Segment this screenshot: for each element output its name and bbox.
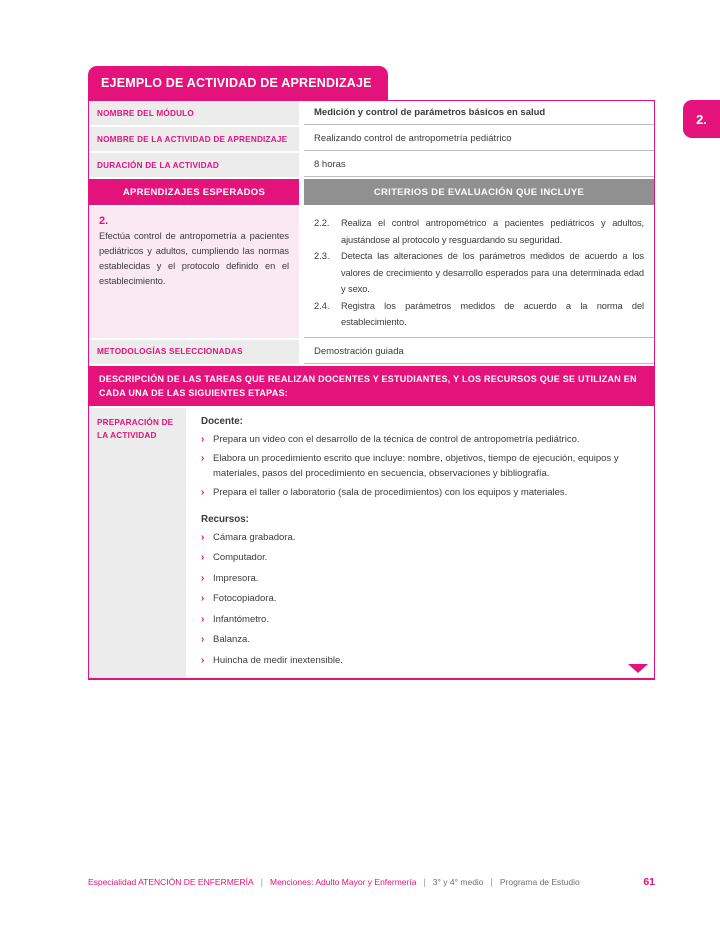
recurso-item <box>201 632 640 648</box>
footer-separator: | <box>490 877 493 887</box>
page-number: 61 <box>643 876 655 888</box>
table-row-methodology <box>89 340 654 364</box>
recurso-text: Balanza. <box>213 634 250 645</box>
footer-separator: | <box>423 877 426 887</box>
recurso-item <box>201 530 640 546</box>
bullet-arrow-icon: › <box>201 572 205 584</box>
criteria-text: Realiza el control antropométrico a pacientes pediátricos y adultos, ajustándose al protocolo y resguardando su seguridad. <box>341 218 644 245</box>
table-header-row <box>89 179 654 205</box>
docente-task-text: Prepara el taller o laboratorio (sala de procedimientos) con los equipos y materiales. <box>213 487 568 498</box>
continuation-arrow-icon <box>628 664 648 673</box>
bullet-arrow-icon: › <box>201 552 205 563</box>
recurso-text: Fotocopiadora. <box>213 593 277 604</box>
criteria-number: 2.3. <box>314 251 330 261</box>
learning-objective-cell <box>89 207 299 338</box>
table-row-learning <box>89 207 654 338</box>
recurso-item <box>201 550 640 566</box>
recurso-item <box>201 571 640 587</box>
section-number-tab <box>683 100 720 138</box>
recursos-heading: Recursos: <box>201 513 249 525</box>
activity-name-label: NOMBRE DE LA ACTIVIDAD DE APRENDIZAJE <box>89 127 299 151</box>
page-footer <box>88 876 655 888</box>
docente-heading: Docente: <box>201 415 243 427</box>
page-title: EJEMPLO DE ACTIVIDAD DE APRENDIZAJE <box>101 76 372 90</box>
duration-label: DURACIÓN DE LA ACTIVIDAD <box>89 153 299 177</box>
bullet-arrow-icon: › <box>201 487 205 498</box>
evaluation-criteria-header: CRITERIOS DE EVALUACIÓN QUE INCLUYE <box>304 179 654 205</box>
recursos-list <box>201 530 640 669</box>
activity-name-value: Realizando control de antropometría pediátrico <box>304 127 654 151</box>
recurso-text: Impresora. <box>213 572 259 584</box>
docente-task-item <box>201 451 640 482</box>
preparation-label: PREPARACIÓN DE LA ACTIVIDAD <box>89 408 186 679</box>
criteria-item <box>314 215 644 248</box>
methodology-value: Demostración guiada <box>304 340 654 364</box>
docente-task-text: Elabora un procedimiento escrito que incluye: nombre, objetivos, tiempo de ejecución, equipos y materiales, pasos del procedimiento en secuencia, observaciones y bibliografía. <box>213 452 619 479</box>
footer-programa: Programa de Estudio <box>499 877 580 887</box>
criteria-text: Detecta las alteraciones de los parámetros medidos de acuerdo a los valores de crecimiento y desarrollo esperados para una determinada edad y sexo. <box>341 251 644 294</box>
table-row-duration <box>89 153 654 177</box>
docente-task-text: Prepara un video con el desarrollo de la técnica de control de antropometría pediátrico. <box>213 433 580 445</box>
recurso-text: Infantómetro. <box>213 613 269 625</box>
expected-learning-header: APRENDIZAJES ESPERADOS <box>89 179 299 205</box>
bullet-arrow-icon: › <box>201 452 205 464</box>
bullet-arrow-icon: › <box>201 593 205 604</box>
objective-number: 2. <box>99 215 109 227</box>
footer-separator: | <box>260 877 263 887</box>
footer-nivel: 3° y 4° medio <box>432 877 484 887</box>
bullet-arrow-icon: › <box>201 634 205 645</box>
activity-example-title-box <box>88 66 388 100</box>
recurso-text: Cámara grabadora. <box>213 531 296 543</box>
criteria-item <box>314 248 644 298</box>
criteria-number: 2.2. <box>314 218 330 228</box>
docente-task-list <box>201 432 640 501</box>
methodology-label: METODOLOGÍAS SELECCIONADAS <box>89 340 299 364</box>
criteria-text: Registra los parámetros medidos de acuerdo a la norma del establecimiento. <box>341 300 644 327</box>
bullet-arrow-icon: › <box>201 613 205 625</box>
recurso-item <box>201 653 640 669</box>
criteria-item <box>314 298 644 331</box>
module-name-value: Medición y control de parámetros básicos en salud <box>304 101 654 125</box>
table-row-module-name <box>89 101 654 125</box>
footer-especialidad: Especialidad ATENCIÓN DE ENFERMERÍA <box>88 877 254 887</box>
section-number: 2. <box>696 111 707 127</box>
recurso-item <box>201 591 640 607</box>
evaluation-criteria-cell <box>304 207 654 338</box>
module-name-label: NOMBRE DEL MÓDULO <box>89 101 299 125</box>
criteria-number: 2.4. <box>314 300 330 311</box>
activity-table <box>88 100 655 680</box>
footer-menciones: Menciones: Adulto Mayor y Enfermería <box>269 877 417 887</box>
bullet-arrow-icon: › <box>201 654 205 666</box>
table-row-preparation <box>89 408 654 679</box>
docente-task-item <box>201 485 640 501</box>
recurso-item <box>201 612 640 628</box>
objective-text: Efectúa control de antropometría a pacientes pediátricos y adultos, cumpliendo las normas establecidas y el protocolo definido en el establecimiento. <box>99 231 289 286</box>
bullet-arrow-icon: › <box>201 531 205 543</box>
recurso-text: Huincha de medir inextensible. <box>213 654 343 666</box>
bullet-arrow-icon: › <box>201 433 205 445</box>
table-row-activity-name <box>89 127 654 151</box>
preparation-content <box>191 408 654 679</box>
activity-sheet <box>88 66 655 680</box>
tasks-description-banner: DESCRIPCIÓN DE LAS TAREAS QUE REALIZAN DOCENTES Y ESTUDIANTES, Y LOS RECURSOS QUE SE UTILIZAN EN CADA UNA DE LAS SIGUIENTES ETAPAS: <box>89 366 654 406</box>
docente-task-item <box>201 432 640 448</box>
duration-value: 8 horas <box>304 153 654 177</box>
recurso-text: Computador. <box>213 552 268 563</box>
